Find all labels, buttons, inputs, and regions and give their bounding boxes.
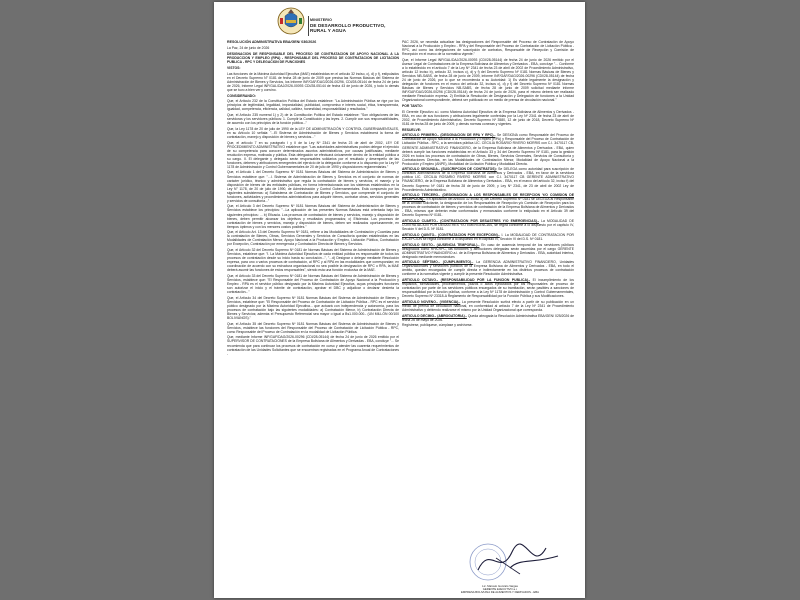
considerando-paragraph: Que, el Informe Legal INF/GAL/DAJ/2026-00093 (CDI/28-05144) de fecha 24 de junio de 2026 emitido por el Asesor Legal de Contrataciones de la Empresa Boliviana de Alimentos y Derivados - EBA, concluye "... Conforme a lo establecido en el artículo 7 de la Ley Nº 2341 de fecha 23 de abril de 2002 de Procedimiento Administrativo, artículo 12 inciso b), artículo 32, incisos c), d) y f) del Decreto Supremo Nº 0181 Normas Básicas de Bienes y Servicios NB-SABS, de fecha 28 de junio de 2009, informe INF/GAF/DAG/2026-00296 (CDI/28-05144) de fecha 24 de junio de 2026, por lo que se recomienda a su Autoridad: 1) Es viable legalmente la designación y delegación de funciones en el marco del artículo 32, incisos c), d) y f) del Decreto Supremo Nº 0181 Normas Básicas de Bienes y Servicios NB-SABS, de fecha 28 de junio de 2009 solicitud mediante informe INF/GAF/DAG/2026-00296 (CDI/28-05144) de fecha 24 de junio de 2026, para el mismo deberá ser realizado mediante Resolución expresa. 2) Emitida la Resolución de Designación y Delegación de funciones a la Unidad Organizacional correspondiente, deberá ser publicado en un medio de prensa de circulación nacional." [402,57,574,103]
considerando-paragraph: Que, la Ley 1178 de 20 de julio de 1990 de la LEY DE ADMINISTRACIÓN Y CONTROL GUBERNAMENTALES, en su Artículo 10 señala: "...El Sistema de Administración de Bienes y Servicios establecerá la forma de contratación, manejo y disposición de bienes y servicios..." [227,126,399,139]
vistos-heading: VISTOS: [227,66,241,71]
considerando-paragraph: Que, el Artículo 235 numeral 1) y 2) de la Constitución Política del Estado establece: "Son obligaciones de las servidoras y los servidores públicos: 1. Cumplir la Constitución y las leyes. 2. Cumplir con sus responsabilidades, de acuerdo con los principios de la función pública..." [227,113,399,126]
signer-name: Lic. Marcelo Gonzalo Vargas [482,584,518,588]
letterhead-divider [308,16,309,36]
letterhead [220,6,580,40]
article-5: ARTICULO QUINTO.- (CONTRATACION POR EXCEPCION).- I. La MODALIDAD DE CONTRATACION POR EXCEPCION se regirá conforme a lo dispuesto en el capítulo IV, Sección VI del D.S. Nº 0181. [402,232,574,241]
document-page [214,2,585,598]
por-tanto-heading: POR TANTO: [402,104,423,109]
resuelve-heading: RESUELVE: [402,127,422,132]
right-column [402,40,574,329]
article-9: ARTICULO NOVENO.- (VIGENCIA).- La presente Resolución surtirá efecto a partir de su publicación en un medio de prensa de circulación nacional, en conformidad al artículo 7 de la Ley Nº 2341 de Procedimiento Administrativo y debiendo realizarse el mismo por la Unidad Organizacional que corresponda. [402,299,574,312]
vistos-text: Las funciones de la Máxima Autoridad Ejecutiva (MAE) establecidas en el artículo 32 inciso, c), d) y f), estipulados en el Decreto Supremo N° 0181 de fecha 28 de junio de 2009 que precisa las Normas Básicas del Sistema de Administración de Bienes y Servicios, los Informe INF/GAF/DAG/2026-00296, CDI/28-05144 de fecha 24 de junio de 2026, Informe Legal INF/GAL/DAJ/2026-00093 CDI/28-05144 de fecha 43 de junio de 2026, y todo lo demás que se tuvo a bien ver y convino. [227,71,399,92]
considerando-paragraph: Que, el artículo 7 en su parágrafo I y II de la Ley Nº 2341 de fecha 23 de abril de 2002, LEY DE PROCEDIMIENTO ADMINISTRATIVO establece que: "Las autoridades administrativas podrán delegar el ejercicio de su competencia para conocer determinados asuntos administrativos, por causas justificadas, mediante resolución expresa, motivada y pública. Esta delegación se efectuará únicamente dentro de la entidad pública a su cargo. II. El delegante y delegado serán responsables solidarios por el resultado y desempeño de las funciones, deberes y atribuciones emergentes del ejercicio de la delegación conforme a lo dispuesto por la Ley Nº 1178 de Administración y Control Gubernamentales de 20 de julio de 1990 y disposiciones reglamentarias." [227,140,399,169]
ministry-name: MINISTERIO DE DESARROLLO PRODUCTIVO, RURAL Y AGUA [310,18,386,34]
article-1: ARTICULO PRIMERO.- (DESIGNACION DE RPA Y RPC).- Se DESIGNA como Responsable del Proceso de Contratación de Apoyo Nacional a la Producción y Empleo (RPA) y Responsable del Proceso de Contratación de Licitación Pública - RPC, a la servidora pública LIC. CECILIA ROSARIO RIVERO MORRIS con C.I. 3470117 CB, GERENTE ADMINISTRATIVO FINANCIERO, de la Empresa Boliviana de Alimentos y Derivados - EBA, quien deberá cumplir las funciones establecidas en el Artículo 33 y 34 del Decreto Supremo Nº 0181, para la gestión 2026 en todos los procesos de contratación de Obras, Bienes, Servicios Generales, Servicios de Consultoría y Contrataciones Directas, en las Modalidades de Contratación Menor, Modalidad de Apoyo Nacional a la Producción y Empleo (ANPE), Modalidad de Licitación Pública y Modalidad Directa. [402,133,574,166]
considerando-paragraph: Que, el Artículo 34 del Decreto Supremo Nº 0181 Normas Básicas del Sistema de Administración de Bienes y Servicios, establece que: "El Responsable del Proceso de Contratación de Licitación Pública - RPC es el servidor público designado por la Máxima Autoridad Ejecutiva... que actuará con independencia y autonomía, para los procesos de contratación bajo las siguientes modalidades: a) Contratación Menor, b) Contratación Directa de Bienes y Servicios; además el Presupuesto Referencial sea mayor o igual a Bs1.000.000.- (UN MILLÓN 00/100 BOLIVIANOS)." [227,295,399,321]
considerando-paragraph: Que, el Artículo 35 del Decreto Supremo Nº 0181 Normas Básicas del Sistema de Administración de Bienes y Servicios, establece las funciones del Responsable del Proceso de Contratación de Licitación Pública - RPC, como Responsable del Proceso de Contratación en la modalidad de Licitación Pública. [227,321,399,334]
considerando-heading: CONSIDERANDO: [227,93,257,98]
coat-of-arms-icon [276,6,306,36]
signer-block [450,585,550,595]
article-6: ARTICULO SEXTO.- (AUSENCIA TEMPORAL).- En caso de ausencia temporal de los servidores públicos designados como RPA-RPC, las funciones y atribuciones delegadas serán asumidas por el cargo GERENTE ADMINISTRATIVO FINANCIERO a.i. de la Empresa Boliviana de Alimentos y Derivados - EBA, autoridad interina, designado mediante memorándum. [402,242,574,259]
closing-formula: Regístrese, publíquese, cúmplase y archívese. [402,323,473,328]
signer-position: GERENTE EJECUTIVO a.i. [482,587,518,592]
por-tanto-text: El Gerente Ejecutivo a.i. como Máxima Autoridad Ejecutiva de la Empresa Boliviana de Alimentos y Derivados - EBA, en uso de sus funciones y atribuciones legalmente conferidas por la Ley Nº 2341 de fecha 23 de abril de 2002, de Procedimiento Administrativo, Decreto Supremo Nº 3580, 12 de junio de 2018, Decreto Supremo Nº 0181 de fecha 28 de junio de 2009, y demás normas conexas y vigentes. [402,109,574,126]
considerando-paragraph: Que, el Artículo 232 de la Constitución Política del Estado establece: "La Administración Pública se rige por los principios de legitimidad, legalidad, imparcialidad, publicidad, compromiso e interés social, ética, transparencia, igualdad, competencia, eficiencia, calidad, calidez, honestidad, responsabilidad y resultados." [227,99,399,112]
article-2: ARTICULO SEGUNDA.- (SUSCRIPCION DE CONTRATOS): Se DELEGA como autoridad para suscripción de contratos administrativos de la Empresa Boliviana de Alimentos y Derivados - EBA, en favor de la servidora pública LIC. CECILIA ROSARIO RIVERO MORRIS con C.I. 3470117 CB GERENTE ADMINISTRATIVO FINANCIERO, de la Empresa Boliviana de Alimentos y Derivados - EBA, en el marco del artículo 32, inciso f) del Decreto Supremo Nº 0181 de fecha 28 de junio de 2009, y Ley Nº 2341, de 23 de abril de 2002 Ley de Procedimiento Administrativo. [402,167,574,192]
considerando-paragraph: PAC 2026, se necesita actualizar las designaciones del Responsable del Proceso de Contratación de Apoyo Nacional a la Producción y Empleo - RPA y del Responsable del Proceso de Contratación de Licitación Pública - RPC, así como las delegaciones de suscripción de contratos, Responsable de Recepción y Comisión de Recepción en el marco de la normativa vigente." [402,40,574,57]
considerando-paragraph: Que, el Artículo Art. 13 del Decreto Supremo Nº 0181, refiere a las Modalidades de Contratación y Cuantías para la contratación de Bienes, Obras, Servicios Generales y Servicios de Consultoría quedan establecidas en las Modalidades de Contratación Menor, Apoyo Nacional a la Producción y Empleo, Licitación Pública, Contratación por Excepción, Contratación por emergencia y Contratación Directa de Bienes y Servicios. [227,230,399,247]
article-8: ARTICULO OCTAVO.- (RESPONSABILIDAD POR LA FUNCION PUBLICA).- El incumplimiento de los requisitos, formalidades, procedimientos, plazos o actos ejecutados por los responsables de proceso de contratación por parte de los servidores públicos encargados de su tramitación, serán pasibles a sanciones de responsabilidad por la función pública, conforme a la Ley Nº 1178 de Administración y Control Gubernamentales, Decreto Supremo Nº 23318-A Reglamento de Responsabilidad por la Función Pública y sus Modificaciones. [402,278,574,299]
resolution-date: La Paz, 24 de junio de 2026 [227,46,270,51]
considerando-paragraph: Que, el Artículo 32 del Decreto Supremo Nº 0181 de Normas Básicas del Sistema de Administración de Bienes y Servicios, establece que: "I. La Máxima Autoridad Ejecutiva de cada entidad pública es responsable de todos los procesos de contratación desde su inicio hasta su conclusión...", "...d) Designar o delegar mediante Resolución expresa, para uno o varios procesos de contratación, al RPC y al RPA en las modalidades que correspondan; en coordinación de acuerdo con su estructura organizacional no sea posible la designación de RPC o RPA, la MAE deberá asumir las funciones de estos responsables", siendo esta una función exclusiva de la MAE. [227,248,399,273]
article-7: ARTICULO SÉPTIMO.- (CUMPLIMIENTO).- La GERENCIA ADMINISTRATIVO FINANCIERO, Unidades Organizacionales y servidores públicos de la Empresa Boliviana de Alimentos y Derivados - EBA, en todo el ámbito, quedan encargados de cumplir directa e indirectamente en los distintos procesos de contratación conforme a la normativa vigente y cumplir la presente Resolución Administrativa. [402,260,574,277]
considerando-paragraph: Que, el Artículo 33 del Decreto Supremo Nº 0181 de Normas Básicas del Sistema de Administración de Bienes y Servicios, establece que: "El Responsable del Proceso de Contratación de Apoyo Nacional a la Producción y Empleo - RPA es el servidor público designado por la Máxima Autoridad Ejecutiva, cuyas principales funciones son autorizar el inicio y el trámite de contratación, aprobar el DBC y adjudicar o declarar desierta la contratación..." [227,273,399,295]
article-10: ARTICULO DECIMO.- (ABROGATORIA).- Queda abrogada la Resolución Administrativa EBA/GEN/ 025/2026 de fecha 26 de mayo de 2026. [402,313,574,322]
signer-entity: EMPRESA BOLIVIANA DE ALIMENTOS Y DERIVADOS - EBA [461,590,539,595]
considerando-paragraph: Que, mediante Informe INF/GAF/DAG/2026-00296 (CDI/28-05144) de fecha 24 de junio de 2026 emitido por el SUPERVISOR DE CONTRATACIONES de la Empresa Boliviana de Alimentos y Derivadas - EBA, concluye "... Se recomienda que para continuar los procesos de contratación en curso y atender las cuarenta requerimientos de contratación de las Unidades Solicitantes que se encuentran registradas en el Programa Anual de Contrataciones - [227,335,399,356]
resolution-reference: DESIGNACION DE RESPONSABLE DEL PROCESO DE CONTRATACION DE APOYO NACIONAL A LA PRODUCCION Y EMPLEO (RPA) - RESPONSABLE DEL PROCESO DE CONTRATACION DE LICITACION PUBLICA - RPC Y DELEGACION DE FUNCIONES [227,52,399,65]
left-column [227,40,399,357]
considerando-paragraph: Que, el Artículo 3 del Decreto Supremo Nº 0181 Normas Básicas del Sistema de Administración de Bienes y Servicios establece los principios: "...La aplicación de las presentes Normas Básicas está orientada bajo los siguientes principios: ... b) Eficacia. Los procesos de contratación de bienes y servicios, manejo y disposición de bienes, deben permitir alcanzar los objetivos y resultados programados; c) Eficiencia. Los procesos de contratación de bienes y servicios, manejo y disposición de bienes, deben ser realizados oportunamente, en tiempos óptimos y con los menores costos posibles." [227,204,399,229]
considerando-paragraph: Que, el Artículo 1 del Decreto Supremo Nº 0181 Normas Básicas del Sistema de Administración de Bienes y Servicios establece que: "...I. Sistema de Administración de Bienes y Servicios es el conjunto de normas de carácter jurídico, técnico y administrativo que regula la contratación de bienes y servicios, el manejo y la disposición de bienes de las entidades públicas, en forma interrelacionada con los sistemas establecidos en la Ley N° 1178, de 20 de julio de 1990, de Administración y Control Gubernamentales. Está compuesto por los siguientes subsistemas: a) Subsistema de Contratación de Bienes y Servicios, que comprende el conjunto de funciones, actividades y procedimientos administrativos para adquirir bienes, contratar obras, servicios generales y servicios de consultoría..." [227,170,399,203]
article-3: ARTICULO TERCERO.- (DESIGNACION A LOS RESPONSABLES DE RECEPCION Y/O COMISION DE RECEPCION).- En aplicación del Artículo 32 inciso d) del Decreto Supremo Nº 0181 se DELEGA al Responsable de la Unidad Solicitante, la designación de los Responsables de Recepción y/o Comisión de Recepción para los procesos de contratación de bienes y servicios de contratación de la Empresa Boliviana de Alimentos y Derivados - EBA, mismos que deberán estar conformados y enmarcados conforme lo estipulado en el Artículo 39 del Decreto Supremo Nº 0181. [402,193,574,218]
resolution-title: RESOLUCIÓN ADMINISTRATIVA EBA/GEN/ 036/2026 [227,40,317,44]
article-4: ARTICULO CUARTO.- (CONTRATACION POR DESASTRES Y/O EMERGENCIAS).- La MODALIDAD DE CONTRATACION POR DESASTRES Y/O EMERGENCIAS, se regirá conforme a lo dispuesto por el capítulo IV, Sección V del D.S. Nº 0181. [402,219,574,232]
